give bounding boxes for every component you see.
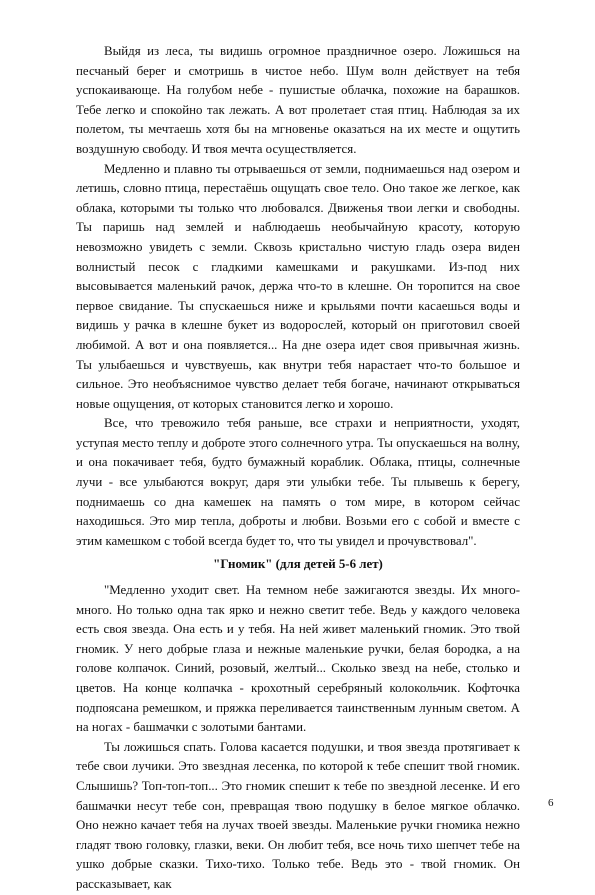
section-title: "Гномик" (для детей 5-6 лет) (213, 557, 383, 572)
paragraph-lake-intro: Выйдя из леса, ты видишь огромное праздничное озеро. Ложишься на песчаный берег и смотришь в чистое небо. Шум волн действует на тебя успокаивающе. На голубом небе - пушистые облачка, похожие на барашков. Тебе легко и спокойно так лежать. А вот пролетает стая птиц. Наблюдая за их полетом, ты мечтаешь хотя бы на мгновенье оказаться на их месте и ощутить воздушную свободу. И твоя мечта осуществляется. (76, 44, 520, 156)
paragraph-gnome-sleep: Ты ложишься спать. Голова касается подушки, и твоя звезда протягивает к тебе свои лучики. Это звездная лесенка, по которой к тебе спешит твой гномик. Слышишь? Топ-топ-топ... Это гномик спешит к тебе по звездной лесенке. И его башмачки несут тебе сон, превращая твою подушку в белое мягкое облачко. Оно нежно качает тебя на лучах твоей звезды. Маленькие ручки гномика нежно гладят твою головку, глазки, веки. Он любит тебя, все ночь тихо шепчет тебе на ушко добрые сказки. Тихо-тихо. Только тебе. Ведь это - твой гномик. Он рассказывает, как (76, 739, 520, 891)
document-page (76, 42, 520, 895)
paragraph-gnome-intro: "Медленно уходит свет. На темном небе зажигаются звезды. Их много-много. Но только одна так ярко и нежно светит тебе. Ведь у каждого человека есть своя звезда. Она есть и у тебя. На ней живет маленький гномик. Это твой гномик. У него добрые глаза и нежные маленькие ручки, белая бородка, а на голове колпачок. Синий, розовый, желтый... Сколько звезд на небе, столько и цветов. На конце колпачка - крохотный серебряный колокольчик. Кофточка подпоясана ремешком, и пряжка переливается таинственным лунным светом. А на ногах - башмачки с золотыми бантами. (76, 583, 520, 735)
paragraph-return: Все, что тревожило тебя раньше, все страхи и неприятности, уходят, уступая место теплу и доброте этого солнечного утра. Ты опускаешься на волну, и она покачивает тебя, будто бумажный кораблик. Облака, птицы, солнечные лучи - все улыбаются вокруг, даря эти улыбки тебе. Ты плывешь к берегу, поднимаешь со дна камешек на память о том мире, в котором сейчас находишься. Это мир тепла, доброты и любви. Возьми его с собой и вместе с этим камешком с тобой всегда будет то, что ты увидел и прочувствовал". (76, 416, 520, 548)
page-number: 6 (548, 797, 554, 809)
paragraph-flight: Медленно и плавно ты отрываешься от земли, поднимаешься над озером и летишь, словно птица, перестаёшь ощущать свое тело. Оно такое же легкое, как облака, которыми ты только что любовался. Движенья твои легки и свободны. Ты паришь над землей и наблюдаешь необычайную красоту, которую невозможно увидеть с земли. Сквозь кристально чистую гладь озера виден волнистый песок с гладкими камешками и ракушками. Из-под них высовывается маленький рачок, держа что-то в клешне. Он торопится на свое первое свидание. Ты спускаешься ниже и крыльями почти касаешься воды и видишь у рачка в клешне букет из водорослей, который он приготовил своей любимой. А вот и она появляется... На дне озера идет своя привычная жизнь. Ты улыбаешься и чувствуешь, как внутри тебя нарастает что-то большое и сильное. Это необъяснимое чувство делает тебя богаче, начинают открываться новые ощущения, от которых становится легко и хорошо. (76, 161, 520, 411)
